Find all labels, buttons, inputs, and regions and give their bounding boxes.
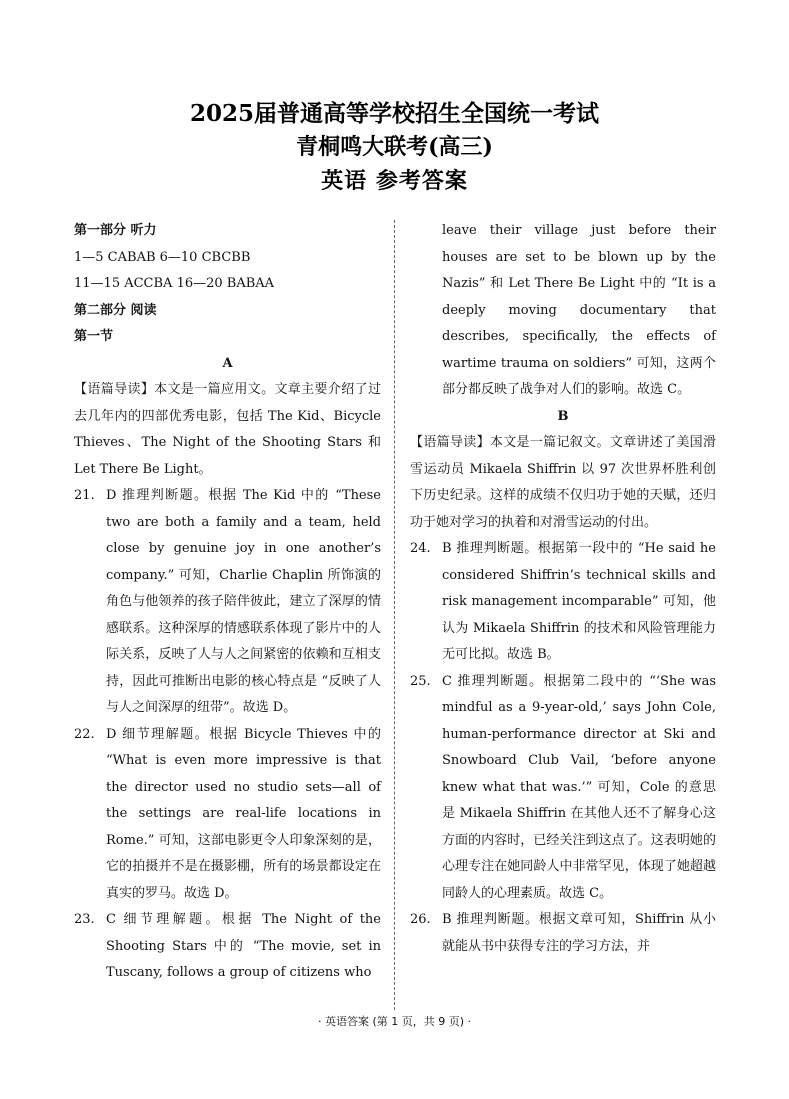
- question-number: 22.: [74, 726, 95, 742]
- part1-heading: 第一部分 听力: [74, 223, 157, 238]
- page-footer: · 英语答案 (第 1 页，共 9 页) ·: [317, 1015, 472, 1028]
- question-number: 26.: [410, 912, 431, 927]
- listening-answers-2: 11—15 ACCBA 16—20 BABAA: [74, 276, 275, 291]
- left-column: [74, 218, 381, 987]
- column-divider: [394, 220, 395, 1010]
- question-explanation: C 推理判断题。根据第二段中的 “‘She was mindful as a 9-year-old,’ says John Cole, human-performance director at Ski and Snowboard Club Vail, ‘before anyone knew what that was.’” 可知，Cole 的意思是 Mikaela Shiffrin 在其他人还不了解身心这方面的内容时，已经关注到这点了。这表明她的心理专注在她同龄人中非常罕见，体现了她超越同龄人的心理素质。故选 C。: [442, 673, 716, 901]
- answer-key-title: 英语 参考答案: [321, 168, 468, 194]
- question-23: [74, 907, 381, 987]
- question-explanation: B 推理判断题。根据文章可知，Shiffrin 从小就能从书中获得专注的学习方法，并: [442, 912, 716, 954]
- exam-title: 2025届普通高等学校招生全国统一考试: [189, 100, 599, 127]
- question-25: [410, 669, 716, 908]
- question-24: [410, 536, 716, 669]
- question-number: 21.: [74, 488, 95, 503]
- question-explanation: D 细节理解题。根据 Bicycle Thieves 中的 “What is even more impressive is that the director used no studio sets—all of the settings are real-life locations in Rome.” 可知，这部电影更令人印象深刻的是，它的拍摄并不是在摄影棚，所有的场景都设定在真实的罗马。故选 D。: [106, 726, 381, 901]
- question-21: [74, 483, 381, 722]
- question-explanation: B 推理判断题。根据第一段中的 “He said he considered Shiffrin’s technical skills and risk management incomparable” 可知，他认为 Mikaela Shiffrin 的技术和风险管理能力无可比拟。故选 B。: [442, 541, 716, 662]
- passage-b-label: B: [557, 408, 569, 424]
- exam-subtitle: 青桐鸣大联考(高三): [296, 134, 493, 160]
- section1-heading: 第一节: [74, 329, 114, 344]
- passage-a-label: A: [222, 355, 233, 371]
- question-26: [410, 907, 716, 960]
- part2-heading: 第二部分 阅读: [74, 302, 157, 318]
- question-explanation: C 细节理解题。根据 The Night of the Shooting Stars 中的 “The movie, set in Tuscany, follows a group of citizens who: [106, 912, 381, 980]
- question-23-continued: leave their village just before their houses are set to be blown up by the Nazis” 和 Let There Be Light 中的 “It is a deeply moving documentary that describes, specifically, the effects of wartime trauma on soldiers” 可知，这两个部分都反映了战争对人们的影响。故选 C。: [442, 223, 716, 397]
- question-number: 24.: [410, 541, 431, 556]
- listening-answers-1: 1—5 CABAB 6—10 CBCBB: [74, 249, 251, 265]
- passage-a-intro: 【语篇导读】本文是一篇应用文。文章主要介绍了过去几年内的四部优秀电影，包括 The Kid、Bicycle Thieves、The Night of the Shooting Stars 和 Let There Be Light。: [74, 382, 381, 477]
- question-explanation: D 推理判断题。根据 The Kid 中的 “These two are both a family and a team, held close by genuine joy in one another’s company.” 可知，Charlie Chaplin 所饰演的角色与他领养的孩子陪伴彼此，建立了深厚的情感联系。这种深厚的情感联系体现了影片中的人际关系，反映了人与人之间紧密的依赖和互相支持，因此可推断出电影的核心特点是 “反映了人与人之间深厚的纽带”。故选 D。: [106, 488, 381, 715]
- question-number: 25.: [410, 673, 431, 689]
- question-22: [74, 722, 381, 908]
- right-column: [410, 218, 716, 960]
- passage-b-intro: 【语篇导读】本文是一篇记叙文。文章讲述了美国滑雪运动员 Mikaela Shiffrin 以 97 次世界杯胜利创下历史纪录。这样的成绩不仅归功于她的天赋，还归功于她对学习的执着和对滑雪运动的付出。: [410, 435, 716, 530]
- question-number: 23.: [74, 912, 95, 927]
